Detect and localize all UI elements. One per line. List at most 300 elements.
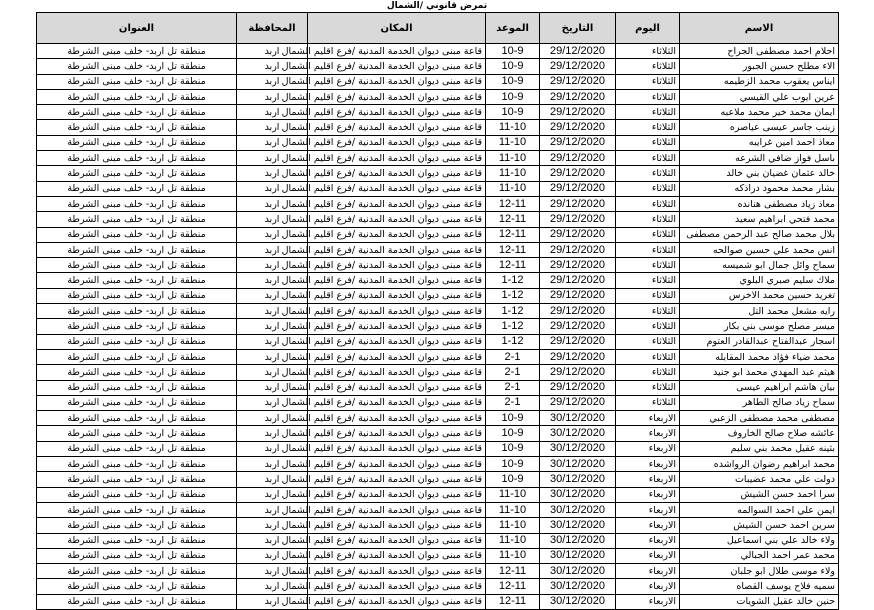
cell-day: الاربعاء (616, 564, 680, 579)
cell-date: 30/12/2020 (540, 594, 616, 609)
cell-name: رايه مشعل محمد التل (680, 304, 839, 319)
cell-address: منطقة تل اربد- خلف مبنى الشرطة (37, 44, 237, 59)
cell-address: منطقة تل اربد- خلف مبنى الشرطة (37, 518, 237, 533)
header-time: الموعد (486, 13, 540, 44)
cell-time: 10-9 (486, 44, 540, 59)
cell-time: 1-12 (486, 319, 540, 334)
document-title: تمرض قانوني /الشمال (386, 1, 488, 11)
cell-place: قاعة مبنى ديوان الخدمة المدنية /فرع اقليم الشمال (308, 518, 486, 533)
table-row (37, 518, 839, 533)
cell-date: 29/12/2020 (540, 44, 616, 59)
cell-place: قاعة مبنى ديوان الخدمة المدنية /فرع اقليم الشمال (308, 548, 486, 563)
header-address: العنوان (37, 13, 237, 44)
cell-governorate: اربد (237, 273, 308, 288)
cell-time: 1-12 (486, 304, 540, 319)
header-name: الاسم (680, 13, 839, 44)
table-row (37, 288, 839, 303)
cell-time: 10-9 (486, 59, 540, 74)
cell-governorate: اربد (237, 380, 308, 395)
cell-governorate: اربد (237, 548, 308, 563)
cell-address: منطقة تل اربد- خلف مبنى الشرطة (37, 120, 237, 135)
cell-day: الثلاثاء (616, 304, 680, 319)
cell-governorate: اربد (237, 319, 308, 334)
cell-name: هيثم عبد المهدي محمد ابو جنيد (680, 365, 839, 380)
cell-name: عرين ايوب علي القيسي (680, 89, 839, 104)
cell-name: سماح زياد صالح الطاهر (680, 395, 839, 410)
cell-day: الثلاثاء (616, 105, 680, 120)
cell-day: الاربعاء (616, 487, 680, 502)
cell-name: محمد ابراهيم رضوان الرواشده (680, 457, 839, 472)
table-row (37, 89, 839, 104)
cell-time: 10-9 (486, 426, 540, 441)
cell-date: 29/12/2020 (540, 319, 616, 334)
cell-time: 1-12 (486, 273, 540, 288)
cell-date: 29/12/2020 (540, 59, 616, 74)
cell-governorate: اربد (237, 227, 308, 242)
cell-address: منطقة تل اربد- خلف مبنى الشرطة (37, 273, 237, 288)
cell-governorate: اربد (237, 89, 308, 104)
cell-time: 11-10 (486, 151, 540, 166)
table-row (37, 59, 839, 74)
cell-time: 12-11 (486, 212, 540, 227)
cell-address: منطقة تل اربد- خلف مبنى الشرطة (37, 258, 237, 273)
cell-date: 29/12/2020 (540, 151, 616, 166)
cell-place: قاعة مبنى ديوان الخدمة المدنية /فرع اقليم الشمال (308, 395, 486, 410)
cell-governorate: اربد (237, 365, 308, 380)
table-row (37, 502, 839, 517)
cell-date: 29/12/2020 (540, 365, 616, 380)
cell-name: ميسر مصلح موسى بني بكار (680, 319, 839, 334)
cell-place: قاعة مبنى ديوان الخدمة المدنية /فرع اقليم الشمال (308, 457, 486, 472)
cell-governorate: اربد (237, 166, 308, 181)
cell-address: منطقة تل اربد- خلف مبنى الشرطة (37, 548, 237, 563)
cell-name: ايمان محمد خير محمد ملاعبه (680, 105, 839, 120)
cell-time: 10-9 (486, 411, 540, 426)
cell-time: 12-11 (486, 564, 540, 579)
cell-time: 11-10 (486, 120, 540, 135)
cell-name: تغريد حسين محمد الاخرس (680, 288, 839, 303)
cell-day: الثلاثاء (616, 89, 680, 104)
table-row (37, 334, 839, 349)
cell-address: منطقة تل اربد- خلف مبنى الشرطة (37, 242, 237, 257)
cell-place: قاعة مبنى ديوان الخدمة المدنية /فرع اقليم الشمال (308, 411, 486, 426)
cell-name: مصطفى محمد مصطفى الزعبي (680, 411, 839, 426)
cell-governorate: اربد (237, 426, 308, 441)
cell-name: ايمن علي احمد السوالمه (680, 502, 839, 517)
cell-place: قاعة مبنى ديوان الخدمة المدنية /فرع اقليم الشمال (308, 594, 486, 609)
cell-date: 30/12/2020 (540, 548, 616, 563)
cell-time: 2-1 (486, 349, 540, 364)
cell-place: قاعة مبنى ديوان الخدمة المدنية /فرع اقليم الشمال (308, 334, 486, 349)
cell-time: 12-11 (486, 579, 540, 594)
cell-place: قاعة مبنى ديوان الخدمة المدنية /فرع اقليم الشمال (308, 304, 486, 319)
cell-name: سرين احمد حسن الشيش (680, 518, 839, 533)
cell-time: 11-10 (486, 533, 540, 548)
cell-address: منطقة تل اربد- خلف مبنى الشرطة (37, 334, 237, 349)
cell-time: 2-1 (486, 365, 540, 380)
cell-day: الاربعاء (616, 472, 680, 487)
cell-name: خالد عثمان غضيان بني خالد (680, 166, 839, 181)
cell-governorate: اربد (237, 242, 308, 257)
cell-name: الاء مطلح حسين الجبور (680, 59, 839, 74)
cell-address: منطقة تل اربد- خلف مبنى الشرطة (37, 166, 237, 181)
cell-name: ولاء خالد علي بني اسماعيل (680, 533, 839, 548)
cell-date: 29/12/2020 (540, 334, 616, 349)
cell-governorate: اربد (237, 135, 308, 150)
cell-day: الثلاثاء (616, 196, 680, 211)
cell-day: الاربعاء (616, 533, 680, 548)
cell-day: الثلاثاء (616, 258, 680, 273)
cell-day: الثلاثاء (616, 380, 680, 395)
cell-day: الاربعاء (616, 502, 680, 517)
cell-time: 11-10 (486, 181, 540, 196)
cell-address: منطقة تل اربد- خلف مبنى الشرطة (37, 151, 237, 166)
cell-time: 1-12 (486, 334, 540, 349)
cell-date: 30/12/2020 (540, 502, 616, 517)
cell-place: قاعة مبنى ديوان الخدمة المدنية /فرع اقليم الشمال (308, 319, 486, 334)
cell-date: 30/12/2020 (540, 533, 616, 548)
cell-address: منطقة تل اربد- خلف مبنى الشرطة (37, 365, 237, 380)
cell-name: سرا احمد حسن الشيش (680, 487, 839, 502)
cell-day: الاربعاء (616, 426, 680, 441)
cell-address: منطقة تل اربد- خلف مبنى الشرطة (37, 74, 237, 89)
cell-place: قاعة مبنى ديوان الخدمة المدنية /فرع اقليم الشمال (308, 227, 486, 242)
cell-place: قاعة مبنى ديوان الخدمة المدنية /فرع اقليم الشمال (308, 472, 486, 487)
cell-date: 30/12/2020 (540, 441, 616, 456)
table-row (37, 181, 839, 196)
cell-governorate: اربد (237, 349, 308, 364)
cell-name: بشار محمد محمود دراذكه (680, 181, 839, 196)
cell-date: 29/12/2020 (540, 120, 616, 135)
cell-governorate: اربد (237, 59, 308, 74)
table-row (37, 44, 839, 59)
cell-day: الاربعاء (616, 518, 680, 533)
cell-place: قاعة مبنى ديوان الخدمة المدنية /فرع اقليم الشمال (308, 59, 486, 74)
cell-time: 10-9 (486, 89, 540, 104)
table-row (37, 151, 839, 166)
cell-address: منطقة تل اربد- خلف مبنى الشرطة (37, 304, 237, 319)
cell-date: 29/12/2020 (540, 105, 616, 120)
cell-place: قاعة مبنى ديوان الخدمة المدنية /فرع اقليم الشمال (308, 380, 486, 395)
cell-date: 30/12/2020 (540, 426, 616, 441)
cell-place: قاعة مبنى ديوان الخدمة المدنية /فرع اقليم الشمال (308, 120, 486, 135)
cell-place: قاعة مبنى ديوان الخدمة المدنية /فرع اقليم الشمال (308, 89, 486, 104)
table-row (37, 349, 839, 364)
cell-name: محمد عمر احمد الجبالي (680, 548, 839, 563)
cell-date: 29/12/2020 (540, 196, 616, 211)
cell-day: الثلاثاء (616, 365, 680, 380)
cell-governorate: اربد (237, 395, 308, 410)
table-row (37, 548, 839, 563)
table-row (37, 273, 839, 288)
cell-governorate: اربد (237, 196, 308, 211)
schedule-table (36, 12, 839, 610)
table-row (37, 120, 839, 135)
cell-governorate: اربد (237, 304, 308, 319)
cell-name: حنين خالد عقيل الشويات (680, 594, 839, 609)
cell-governorate: اربد (237, 258, 308, 273)
cell-address: منطقة تل اربد- خلف مبنى الشرطة (37, 533, 237, 548)
cell-address: منطقة تل اربد- خلف مبنى الشرطة (37, 288, 237, 303)
cell-address: منطقة تل اربد- خلف مبنى الشرطة (37, 349, 237, 364)
cell-name: بيان هاشم ابراهيم عيسى (680, 380, 839, 395)
cell-time: 12-11 (486, 242, 540, 257)
header-day: اليوم (616, 13, 680, 44)
cell-time: 1-12 (486, 288, 540, 303)
cell-date: 29/12/2020 (540, 258, 616, 273)
cell-name: ملاك سليم صبري البلوي (680, 273, 839, 288)
cell-date: 30/12/2020 (540, 472, 616, 487)
cell-time: 12-11 (486, 227, 540, 242)
cell-name: معاذ احمد امين غرايبه (680, 135, 839, 150)
cell-name: سماح وائل جمال ابو شميسه (680, 258, 839, 273)
cell-address: منطقة تل اربد- خلف مبنى الشرطة (37, 594, 237, 609)
cell-time: 11-10 (486, 518, 540, 533)
cell-address: منطقة تل اربد- خلف مبنى الشرطة (37, 441, 237, 456)
cell-governorate: اربد (237, 564, 308, 579)
cell-date: 29/12/2020 (540, 166, 616, 181)
cell-day: الثلاثاء (616, 319, 680, 334)
cell-day: الثلاثاء (616, 334, 680, 349)
cell-place: قاعة مبنى ديوان الخدمة المدنية /فرع اقليم الشمال (308, 564, 486, 579)
cell-place: قاعة مبنى ديوان الخدمة المدنية /فرع اقليم الشمال (308, 105, 486, 120)
cell-date: 30/12/2020 (540, 411, 616, 426)
table-row (37, 196, 839, 211)
cell-address: منطقة تل اربد- خلف مبنى الشرطة (37, 472, 237, 487)
header-governorate: المحافظة (237, 13, 308, 44)
cell-place: قاعة مبنى ديوان الخدمة المدنية /فرع اقليم الشمال (308, 502, 486, 517)
cell-day: الاربعاء (616, 411, 680, 426)
cell-governorate: اربد (237, 105, 308, 120)
cell-name: باسل فواز ضافي الشرعه (680, 151, 839, 166)
cell-governorate: اربد (237, 288, 308, 303)
cell-place: قاعة مبنى ديوان الخدمة المدنية /فرع اقليم الشمال (308, 166, 486, 181)
cell-place: قاعة مبنى ديوان الخدمة المدنية /فرع اقليم الشمال (308, 288, 486, 303)
table-row (37, 472, 839, 487)
cell-address: منطقة تل اربد- خلف مبنى الشرطة (37, 426, 237, 441)
cell-day: الثلاثاء (616, 349, 680, 364)
cell-time: 2-1 (486, 395, 540, 410)
cell-day: الثلاثاء (616, 74, 680, 89)
cell-address: منطقة تل اربد- خلف مبنى الشرطة (37, 59, 237, 74)
cell-time: 11-10 (486, 135, 540, 150)
header-date: التاريخ (540, 13, 616, 44)
cell-time: 12-11 (486, 196, 540, 211)
cell-governorate: اربد (237, 579, 308, 594)
table-body (37, 44, 839, 610)
cell-date: 29/12/2020 (540, 273, 616, 288)
table-row (37, 487, 839, 502)
cell-date: 29/12/2020 (540, 135, 616, 150)
cell-day: الثلاثاء (616, 135, 680, 150)
cell-date: 29/12/2020 (540, 395, 616, 410)
cell-address: منطقة تل اربد- خلف مبنى الشرطة (37, 135, 237, 150)
table-row (37, 457, 839, 472)
cell-date: 30/12/2020 (540, 457, 616, 472)
cell-name: احلام احمد مصطفى الجراح (680, 44, 839, 59)
cell-address: منطقة تل اربد- خلف مبنى الشرطة (37, 457, 237, 472)
cell-name: اسجار عبدالفتاح عبدالقادر العتوم (680, 334, 839, 349)
table-row (37, 365, 839, 380)
cell-date: 29/12/2020 (540, 212, 616, 227)
cell-day: الثلاثاء (616, 151, 680, 166)
cell-date: 29/12/2020 (540, 227, 616, 242)
cell-name: سميه فلاح يوسف القصاه (680, 579, 839, 594)
table-row (37, 533, 839, 548)
cell-day: الاربعاء (616, 579, 680, 594)
table-row (37, 227, 839, 242)
cell-name: معاذ زياد مصطفى هنانده (680, 196, 839, 211)
cell-day: الثلاثاء (616, 273, 680, 288)
cell-place: قاعة مبنى ديوان الخدمة المدنية /فرع اقليم الشمال (308, 181, 486, 196)
cell-day: الاربعاء (616, 441, 680, 456)
cell-place: قاعة مبنى ديوان الخدمة المدنية /فرع اقليم الشمال (308, 487, 486, 502)
cell-day: الثلاثاء (616, 395, 680, 410)
table-row (37, 105, 839, 120)
cell-governorate: اربد (237, 44, 308, 59)
cell-governorate: اربد (237, 487, 308, 502)
table-row (37, 319, 839, 334)
cell-governorate: اربد (237, 411, 308, 426)
cell-place: قاعة مبنى ديوان الخدمة المدنية /فرع اقليم الشمال (308, 441, 486, 456)
cell-name: محمد فتحي ابراهيم سعيد (680, 212, 839, 227)
cell-address: منطقة تل اربد- خلف مبنى الشرطة (37, 227, 237, 242)
cell-address: منطقة تل اربد- خلف مبنى الشرطة (37, 487, 237, 502)
cell-name: انس محمد علي حسين صوالحه (680, 242, 839, 257)
cell-time: 11-10 (486, 502, 540, 517)
cell-time: 10-9 (486, 457, 540, 472)
cell-governorate: اربد (237, 334, 308, 349)
table-row (37, 380, 839, 395)
cell-day: الثلاثاء (616, 59, 680, 74)
cell-governorate: اربد (237, 457, 308, 472)
cell-day: الثلاثاء (616, 212, 680, 227)
cell-address: منطقة تل اربد- خلف مبنى الشرطة (37, 89, 237, 104)
cell-day: الثلاثاء (616, 166, 680, 181)
cell-place: قاعة مبنى ديوان الخدمة المدنية /فرع اقليم الشمال (308, 349, 486, 364)
cell-time: 10-9 (486, 74, 540, 89)
table-row (37, 395, 839, 410)
cell-day: الاربعاء (616, 548, 680, 563)
cell-date: 29/12/2020 (540, 380, 616, 395)
table-row (37, 258, 839, 273)
cell-name: ولاء موسى طلال ابو جلبان (680, 564, 839, 579)
cell-place: قاعة مبنى ديوان الخدمة المدنية /فرع اقليم الشمال (308, 365, 486, 380)
cell-address: منطقة تل اربد- خلف مبنى الشرطة (37, 411, 237, 426)
cell-place: قاعة مبنى ديوان الخدمة المدنية /فرع اقليم الشمال (308, 258, 486, 273)
cell-place: قاعة مبنى ديوان الخدمة المدنية /فرع اقليم الشمال (308, 579, 486, 594)
cell-address: منطقة تل اربد- خلف مبنى الشرطة (37, 380, 237, 395)
cell-day: الاربعاء (616, 457, 680, 472)
cell-day: الثلاثاء (616, 181, 680, 196)
cell-name: دولت علي محمد عضيبات (680, 472, 839, 487)
cell-time: 12-11 (486, 258, 540, 273)
cell-date: 29/12/2020 (540, 349, 616, 364)
cell-date: 29/12/2020 (540, 181, 616, 196)
table-row (37, 304, 839, 319)
cell-day: الثلاثاء (616, 242, 680, 257)
cell-date: 30/12/2020 (540, 564, 616, 579)
cell-day: الثلاثاء (616, 120, 680, 135)
cell-place: قاعة مبنى ديوان الخدمة المدنية /فرع اقليم الشمال (308, 212, 486, 227)
cell-place: قاعة مبنى ديوان الخدمة المدنية /فرع اقليم الشمال (308, 44, 486, 59)
cell-day: الاربعاء (616, 594, 680, 609)
cell-time: 11-10 (486, 548, 540, 563)
cell-place: قاعة مبنى ديوان الخدمة المدنية /فرع اقليم الشمال (308, 533, 486, 548)
cell-date: 30/12/2020 (540, 518, 616, 533)
cell-date: 29/12/2020 (540, 304, 616, 319)
cell-time: 2-1 (486, 380, 540, 395)
table-row (37, 135, 839, 150)
cell-date: 29/12/2020 (540, 74, 616, 89)
cell-name: محمد ضياء فؤاد محمد المقابله (680, 349, 839, 364)
cell-address: منطقة تل اربد- خلف مبنى الشرطة (37, 105, 237, 120)
header-place: المكان (308, 13, 486, 44)
table-row (37, 242, 839, 257)
cell-place: قاعة مبنى ديوان الخدمة المدنية /فرع اقليم الشمال (308, 273, 486, 288)
cell-place: قاعة مبنى ديوان الخدمة المدنية /فرع اقليم الشمال (308, 196, 486, 211)
cell-day: الثلاثاء (616, 44, 680, 59)
table-row (37, 212, 839, 227)
cell-time: 10-9 (486, 472, 540, 487)
table-row (37, 579, 839, 594)
table-row (37, 166, 839, 181)
cell-time: 11-10 (486, 166, 540, 181)
cell-place: قاعة مبنى ديوان الخدمة المدنية /فرع اقليم الشمال (308, 74, 486, 89)
cell-place: قاعة مبنى ديوان الخدمة المدنية /فرع اقليم الشمال (308, 151, 486, 166)
cell-address: منطقة تل اربد- خلف مبنى الشرطة (37, 319, 237, 334)
cell-date: 30/12/2020 (540, 579, 616, 594)
cell-address: منطقة تل اربد- خلف مبنى الشرطة (37, 212, 237, 227)
table-row (37, 564, 839, 579)
cell-address: منطقة تل اربد- خلف مبنى الشرطة (37, 196, 237, 211)
table-row (37, 426, 839, 441)
cell-date: 30/12/2020 (540, 487, 616, 502)
cell-governorate: اربد (237, 120, 308, 135)
cell-name: بثينه عقيل محمد بني سليم (680, 441, 839, 456)
cell-name: بلال محمد صالح عبد الرحمن مصطفى (680, 227, 839, 242)
cell-address: منطقة تل اربد- خلف مبنى الشرطة (37, 181, 237, 196)
cell-governorate: اربد (237, 518, 308, 533)
cell-date: 29/12/2020 (540, 288, 616, 303)
table-row (37, 411, 839, 426)
cell-place: قاعة مبنى ديوان الخدمة المدنية /فرع اقليم الشمال (308, 426, 486, 441)
cell-date: 29/12/2020 (540, 89, 616, 104)
cell-name: ايناس يعقوب محمد الزطيمه (680, 74, 839, 89)
cell-place: قاعة مبنى ديوان الخدمة المدنية /فرع اقليم الشمال (308, 242, 486, 257)
cell-time: 12-11 (486, 594, 540, 609)
cell-governorate: اربد (237, 502, 308, 517)
cell-governorate: اربد (237, 74, 308, 89)
cell-name: عائشه صلاح صالح الخاروف (680, 426, 839, 441)
table-row (37, 594, 839, 609)
cell-date: 29/12/2020 (540, 242, 616, 257)
cell-place: قاعة مبنى ديوان الخدمة المدنية /فرع اقليم الشمال (308, 135, 486, 150)
cell-time: 11-10 (486, 487, 540, 502)
cell-address: منطقة تل اربد- خلف مبنى الشرطة (37, 502, 237, 517)
cell-governorate: اربد (237, 594, 308, 609)
table-row (37, 74, 839, 89)
cell-address: منطقة تل اربد- خلف مبنى الشرطة (37, 395, 237, 410)
cell-address: منطقة تل اربد- خلف مبنى الشرطة (37, 564, 237, 579)
cell-address: منطقة تل اربد- خلف مبنى الشرطة (37, 579, 237, 594)
cell-governorate: اربد (237, 181, 308, 196)
cell-time: 10-9 (486, 105, 540, 120)
cell-governorate: اربد (237, 533, 308, 548)
cell-time: 10-9 (486, 441, 540, 456)
table-header-row (37, 13, 839, 44)
cell-day: الثلاثاء (616, 288, 680, 303)
